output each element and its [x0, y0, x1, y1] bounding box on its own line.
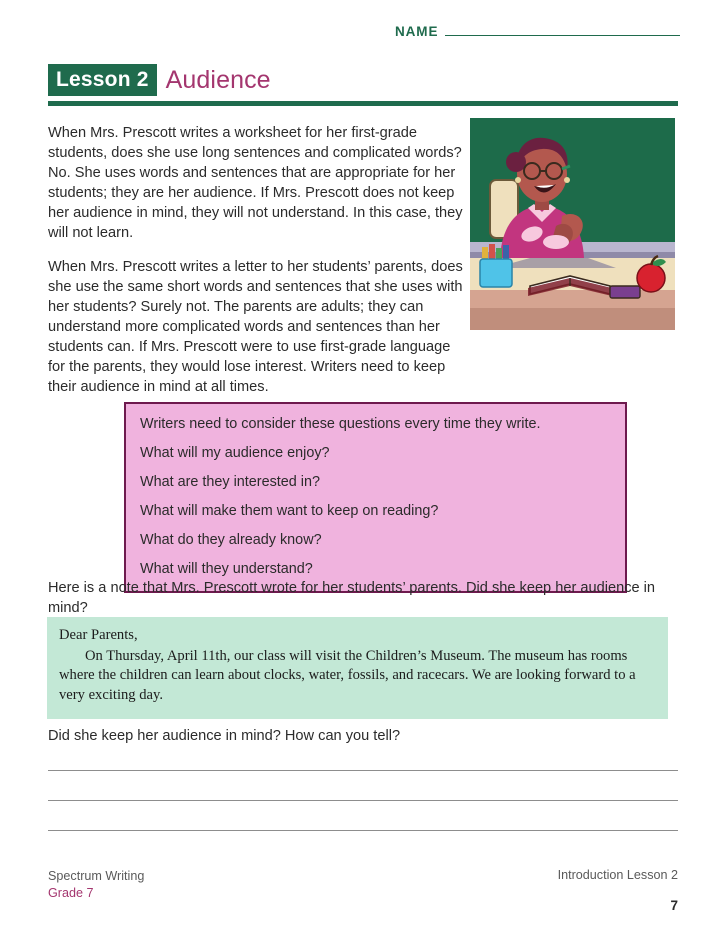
question-box-line: What do they already know?	[140, 532, 322, 548]
body-paragraph-2: When Mrs. Prescott writes a letter to her students’ parents, does she use the same short words and sentences that she uses with her students? Surely not. The parents are adults; they can understand more complicated words and sentences than her students can. If Mrs. Prescott were to use first-grade language for the parents, they would lose interest. Writers need to keep their audience in mind at all times.	[48, 258, 463, 396]
question-box-line: What will they understand?	[140, 561, 313, 577]
footer-series-title: Spectrum Writing	[48, 869, 145, 883]
writer-questions-box	[124, 402, 627, 593]
pencil-cup	[480, 244, 512, 287]
question-box-line: What are they interested in?	[140, 474, 320, 490]
name-field-row[interactable]	[395, 24, 680, 39]
answer-line[interactable]	[48, 800, 678, 801]
note-intro-text: Here is a note that Mrs. Prescott wrote for her students’ parents. Did she keep her audience in mind?	[48, 580, 656, 617]
name-write-line[interactable]	[445, 35, 680, 36]
question-box-line: What will my audience enjoy?	[140, 445, 330, 461]
lesson-number-badge: Lesson 2	[48, 64, 157, 96]
heading-divider-rule	[48, 101, 678, 106]
answer-write-lines[interactable]	[48, 770, 678, 860]
answer-line[interactable]	[48, 830, 678, 831]
lesson-body-text	[48, 123, 463, 410]
body-paragraph-1: When Mrs. Prescott writes a worksheet for her first-grade students, does she use long sentences and complicated words? No. She uses words and sentences that are appropriate for her students; they are her audience. If Mrs. Prescott does not keep her audience in mind, they will not understand. In this case, they will not learn.	[48, 125, 463, 242]
question-box-line: What will make them want to keep on reading?	[140, 503, 439, 519]
footer-left	[48, 868, 144, 902]
question-box-line: Writers need to consider these questions every time they write.	[140, 416, 541, 432]
illustration-svg	[470, 118, 675, 330]
sample-letter-box	[47, 617, 668, 719]
page-number: 7	[670, 898, 678, 913]
teacher-at-desk-illustration	[470, 118, 675, 330]
footer-lesson-reference: Introduction Lesson 2	[557, 868, 678, 882]
lesson-topic-title: Audience	[165, 65, 271, 94]
desk-front-lower	[470, 308, 675, 330]
answer-line[interactable]	[48, 770, 678, 771]
name-label: NAME	[395, 24, 439, 39]
closing-question: Did she keep her audience in mind? How can you tell?	[48, 728, 401, 744]
footer-grade-level: Grade 7	[48, 886, 94, 900]
desk-front-upper	[470, 290, 675, 308]
eraser	[610, 286, 640, 298]
letter-salutation: Dear Parents,	[59, 627, 138, 643]
letter-body: On Thursday, April 11th, our class will visit the Children’s Museum. The museum has rooms where the children can learn about clocks, water, fossils, and racecars. We are looking forward to a very exciting day.	[59, 647, 636, 703]
lesson-heading	[48, 64, 271, 96]
